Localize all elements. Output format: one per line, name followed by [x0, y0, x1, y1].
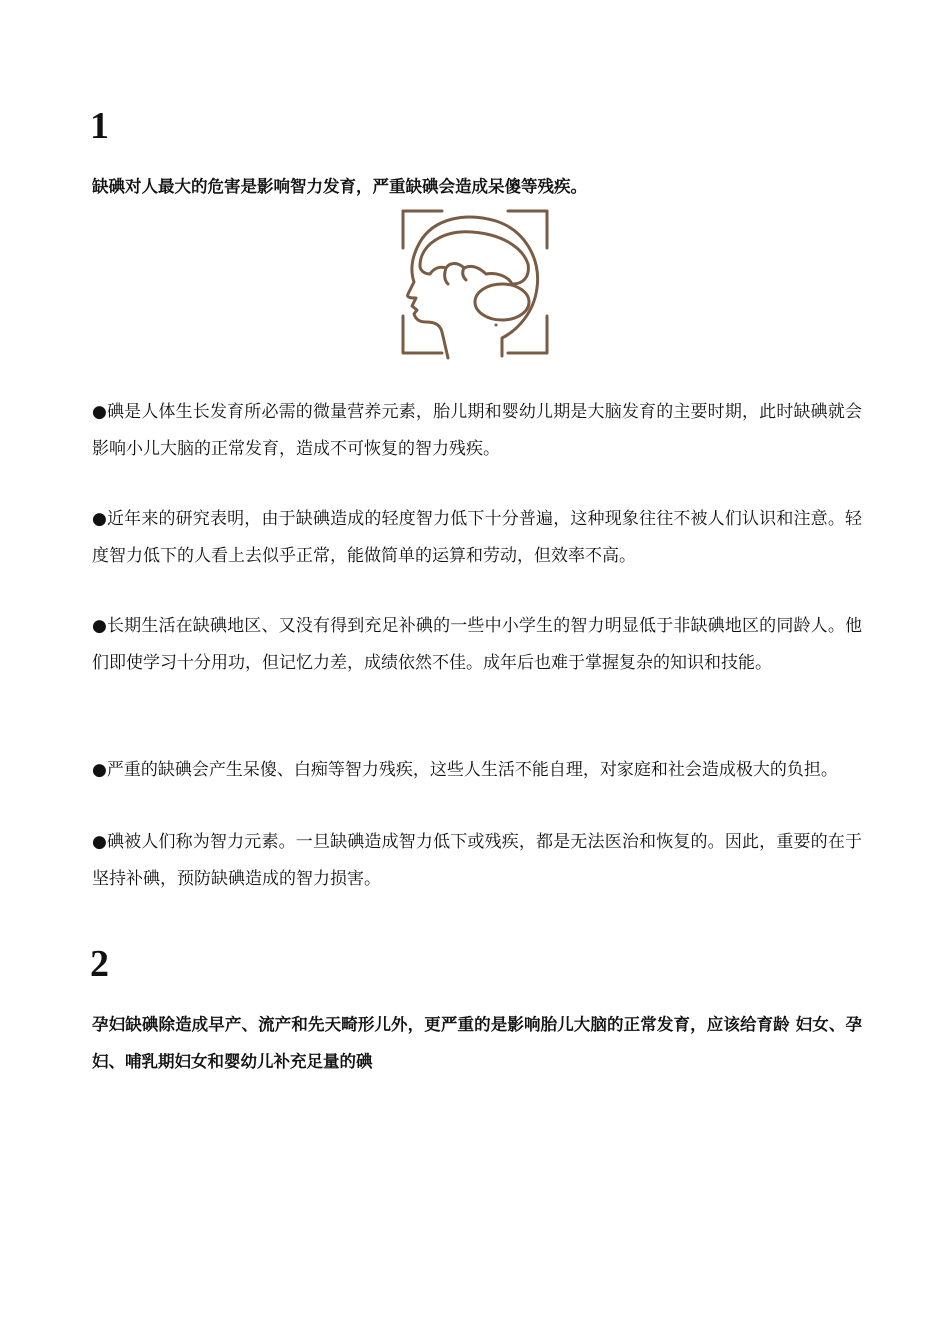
section-1-paragraph-5: ●碘被人们称为智力元素。一旦缺碘造成智力低下或残疾，都是无法医治和恢复的。因此，重要的在于坚持补碘，预防缺碘造成的智力损害。 — [92, 832, 862, 889]
section-number-1: 1 — [90, 105, 109, 147]
section-1-paragraph-3: ●长期生活在缺碘地区、又没有得到充足补碘的一些中小学生的智力明显低于非缺碘地区的同龄人。他们即使学习十分用功，但记忆力差，成绩依然不佳。成年后也难于掌握复杂的知识和技能。 — [92, 616, 862, 673]
section-1-paragraph-4: ●严重的缺碘会产生呆傻、白痴等智力残疾，这些人生活不能自理，对家庭和社会造成极大的负担。 — [92, 760, 838, 780]
section-1-lead: 缺碘对人最大的危害是影响智力发育，严重缺碘会造成呆傻等残疾。 — [92, 177, 587, 196]
head-brain-icon — [400, 208, 550, 360]
section-number-2: 2 — [90, 943, 109, 985]
section-2-lead: 孕妇缺碘除造成早产、流产和先天畸形儿外，更严重的是影响胎儿大脑的正常发育，应该给育龄 妇女、孕妇、哺乳期妇女和婴幼儿补充足量的碘 — [92, 1015, 862, 1071]
section-1-paragraph-2: ●近年来的研究表明，由于缺碘造成的轻度智力低下十分普遍，这种现象往往不被人们认识和注意。轻度智力低下的人看上去似乎正常，能做简单的运算和劳动，但效率不高。 — [92, 509, 862, 566]
section-1-paragraph-1: ●碘是人体生长发育所必需的微量营养元素，胎儿期和婴幼儿期是大脑发育的主要时期，此时缺碘就会影响小儿大脑的正常发育，造成不可恢复的智力残疾。 — [92, 402, 862, 459]
